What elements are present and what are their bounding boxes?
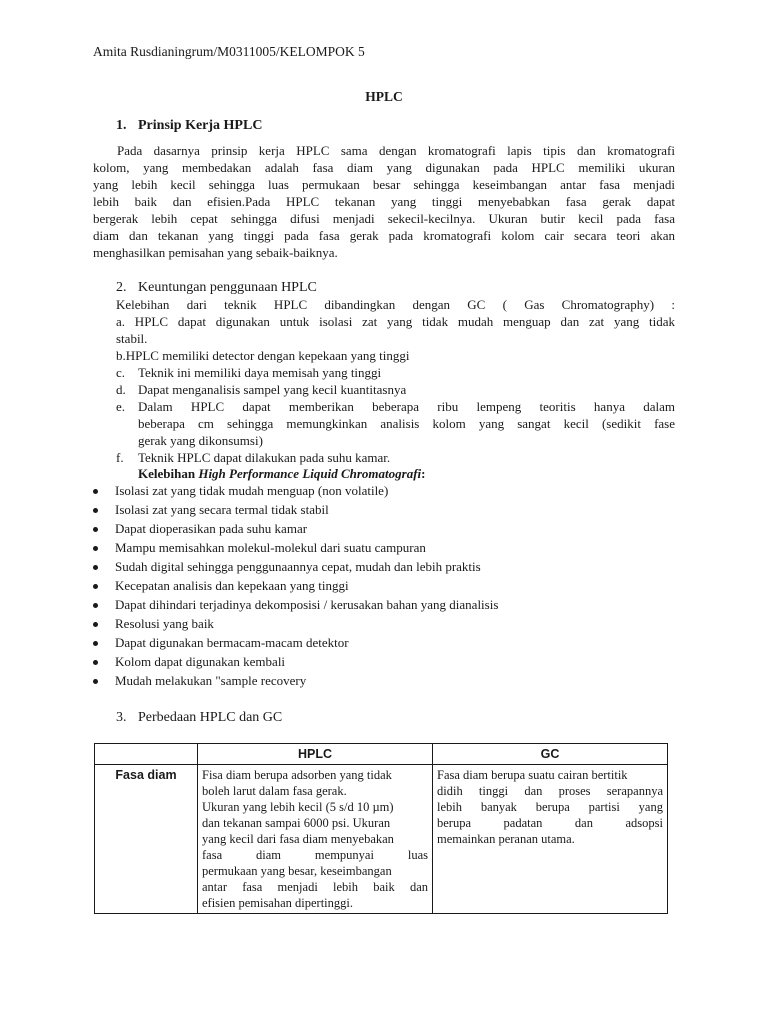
cell-gc	[433, 765, 668, 914]
list-item	[93, 634, 693, 653]
paragraph-line: kolom, yang membedakan adalah fasa diam yang digunakan pada HPLC memiliki ukuran	[93, 160, 675, 175]
bullet-text: Kolom dapat digunakan kembali	[115, 654, 286, 669]
cell-line: memainkan peranan utama.	[437, 832, 575, 846]
subheading-suffix: :	[421, 466, 426, 481]
list-text: Teknik ini memiliki daya memisah yang tinggi	[138, 365, 382, 380]
bullet-text: Sudah digital sehingga penggunaannya cepat, mudah dan lebih praktis	[115, 559, 481, 574]
bullet-text: Resolusi yang baik	[115, 616, 214, 631]
section-3-title: Perbedaan HPLC dan GC	[138, 710, 283, 725]
section-2-title: Keuntungan penggunaan HPLC	[138, 280, 317, 295]
section-1-paragraph-first	[117, 142, 675, 159]
list-item-d	[116, 381, 675, 398]
bullet-icon	[93, 679, 98, 684]
cell-line: fasa diam mempunyai luas	[202, 848, 428, 862]
document-title: HPLC	[365, 89, 403, 104]
bullet-text: Mampu memisahkan molekul-molekul dari suatu campuran	[115, 540, 426, 555]
list-label: f.	[116, 450, 124, 465]
list-text: Teknik HPLC dapat dilakukan pada suhu kamar.	[138, 450, 391, 465]
list-item	[93, 672, 693, 691]
table-header-hplc: HPLC	[198, 744, 433, 765]
list-item-a-line-1: a. HPLC dapat digunakan untuk isolasi zat yang tidak mudah menguap dan zat yang tidak	[116, 314, 675, 329]
bullet-text: Dapat digunakan bermacam-macam detektor	[115, 635, 349, 650]
list-item	[93, 520, 693, 539]
subheading-emphasis: High Performance Liquid Chromatografi	[198, 466, 422, 481]
section-2-number: 2.	[116, 280, 127, 295]
table-row	[95, 765, 668, 914]
paragraph-line: bergerak lebih cepat sehingga difusi menjadi sekecil-kecilnya. Ukuran butir kecil pada fasa	[93, 211, 675, 226]
list-text: beberapa cm sehingga memungkinkan analisis kolom yang sangat kecil (sedikit fase	[138, 416, 675, 431]
bullet-icon	[93, 546, 98, 551]
list-item	[93, 482, 693, 501]
cell-line: efisien pemisahan dipertinggi.	[202, 896, 354, 910]
list-label: e.	[116, 399, 126, 414]
list-item	[93, 539, 693, 558]
list-item	[93, 615, 693, 634]
bullet-icon	[93, 603, 98, 608]
bullet-icon	[93, 565, 98, 570]
list-item	[93, 596, 693, 615]
section-2-intro: Kelebihan dari teknik HPLC dibandingkan dengan GC ( Gas Chromatography) :	[116, 297, 675, 312]
cell-line: yang kecil dari fasa diam menyebakan	[202, 832, 394, 846]
advantages-bullet-list	[93, 482, 693, 691]
table-header-row	[95, 744, 668, 765]
paragraph-line: Pada dasarnya prinsip kerja HPLC sama dengan kromatografi lapis tipis dan kromatografi	[117, 143, 675, 158]
page-header: Amita Rusdianingrum/M0311005/KELOMPOK 5	[93, 44, 365, 59]
paragraph-line: yang lebih kecil sehingga luas permukaan besar sehingga keseimbangan antar fasa menjadi	[93, 177, 675, 192]
cell-line: Fasa diam berupa suatu cairan bertitik	[437, 768, 628, 782]
cell-line: didih tinggi dan proses serapannya	[437, 784, 663, 798]
section-1-number: 1.	[116, 118, 127, 133]
cell-line: berupa padatan dan adsopsi	[437, 816, 663, 830]
bullet-icon	[93, 641, 98, 646]
list-item-b: b.HPLC memiliki detector dengan kepekaan yang tinggi	[116, 348, 410, 363]
bullet-text: Isolasi zat yang tidak mudah menguap (non volatile)	[115, 483, 389, 498]
table-header-empty	[95, 744, 198, 765]
list-item	[93, 558, 693, 577]
bullet-text: Dapat dihindari terjadinya dekomposisi / kerusakan bahan yang dianalisis	[115, 597, 499, 612]
bullet-icon	[93, 489, 98, 494]
cell-line: lebih banyak berupa partisi yang	[437, 800, 663, 814]
bullet-text: Mudah melakukan "sample recovery	[115, 673, 307, 688]
paragraph-line: lebih baik dan efisien.Pada HPLC tekanan yang tinggi menyebabkan fasa gerak dapat	[93, 194, 675, 209]
list-item	[93, 653, 693, 672]
list-label: d.	[116, 382, 126, 397]
list-text: Dapat menganalisis sampel yang kecil kuantitasnya	[138, 382, 407, 397]
list-label: c.	[116, 365, 126, 380]
subheading-prefix: Kelebihan	[138, 466, 199, 481]
list-item-a-line-2: stabil.	[116, 331, 148, 346]
table-header-gc: GC	[433, 744, 668, 765]
section-2-list	[116, 296, 675, 466]
list-item-e-cont	[116, 415, 675, 432]
cell-line: Fisa diam berupa adsorben yang tidak	[202, 768, 392, 782]
list-item	[93, 577, 693, 596]
paragraph-line: diam dan tekanan yang tinggi pada fasa gerak pada kromatografi kolom cair secara teori akan	[93, 228, 675, 243]
section-1-paragraph	[93, 159, 675, 261]
bullet-text: Kecepatan analisis dan kepekaan yang tinggi	[115, 578, 349, 593]
list-item-c	[116, 364, 675, 381]
list-item-e-cont	[116, 432, 675, 449]
cell-line: permukaan yang besar, keseimbangan	[202, 864, 392, 878]
list-text: gerak yang dikonsumsi)	[138, 433, 263, 448]
comparison-table	[94, 743, 668, 914]
bullet-icon	[93, 527, 98, 532]
cell-hplc	[198, 765, 433, 914]
bullet-text: Dapat dioperasikan pada suhu kamar	[115, 521, 308, 536]
list-item-e	[116, 398, 675, 415]
row-label-fasa-diam: Fasa diam	[95, 765, 198, 914]
list-text: Dalam HPLC dapat memberikan beberapa ribu lempeng teoritis hanya dalam	[138, 399, 675, 414]
list-item	[93, 501, 693, 520]
list-item-f	[116, 449, 675, 466]
paragraph-line: menghasilkan pemisahan yang sebaik-baiknya.	[93, 245, 338, 260]
cell-line: dan tekanan sampai 6000 psi. Ukuran	[202, 816, 391, 830]
section-3-number: 3.	[116, 710, 127, 725]
section-1-title: Prinsip Kerja HPLC	[138, 118, 263, 133]
cell-line: antar fasa menjadi lebih baik dan	[202, 880, 428, 894]
bullet-icon	[93, 660, 98, 665]
cell-line: Ukuran yang lebih kecil (5 s/d 10 µm)	[202, 800, 394, 814]
bullet-icon	[93, 584, 98, 589]
cell-line: boleh larut dalam fasa gerak.	[202, 784, 347, 798]
advantages-subheading	[138, 465, 426, 482]
bullet-text: Isolasi zat yang secara termal tidak stabil	[115, 502, 329, 517]
bullet-icon	[93, 508, 98, 513]
bullet-icon	[93, 622, 98, 627]
